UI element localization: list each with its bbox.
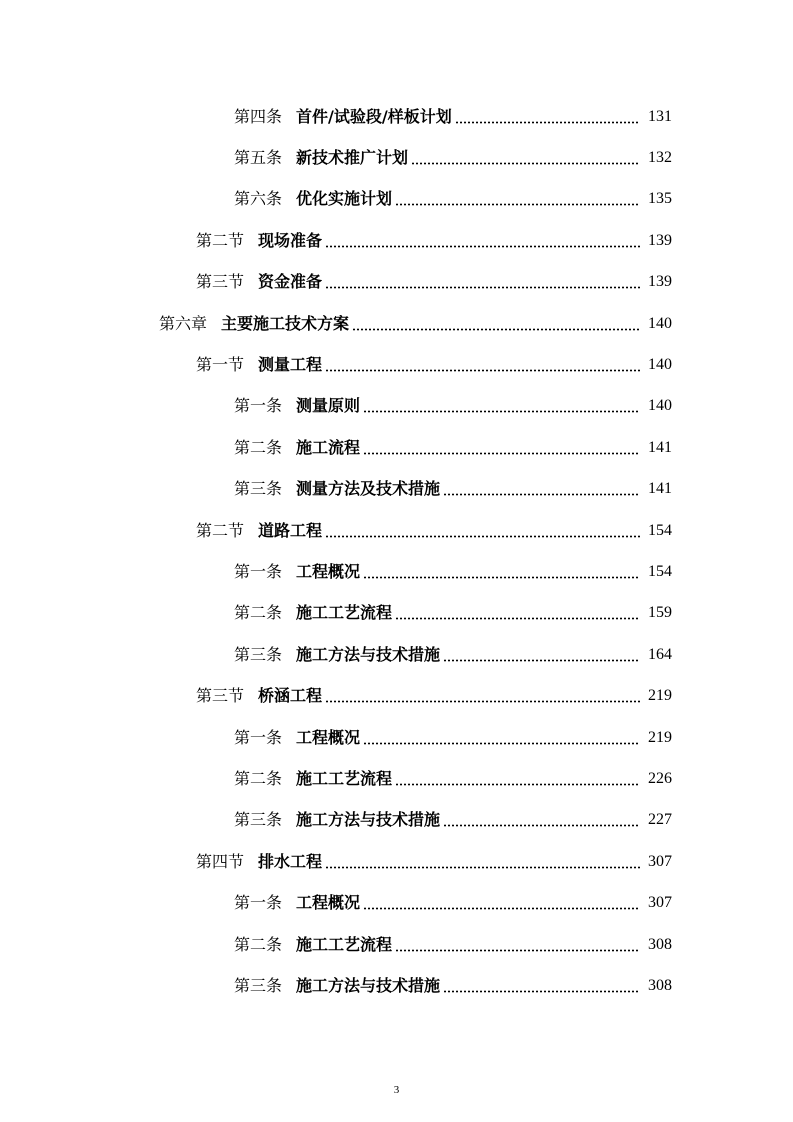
toc-entry-label: 第三条	[234, 479, 283, 499]
toc-entry-page: 132	[648, 149, 672, 167]
toc-entry[interactable]	[0, 96, 793, 137]
toc-entry-title: 新技术推广计划	[296, 148, 409, 168]
toc-entry[interactable]	[0, 551, 793, 592]
dot-leader	[325, 854, 640, 870]
toc-entry[interactable]	[0, 924, 793, 965]
toc-entry-label: 第二节	[196, 520, 245, 540]
toc-entry-label: 第一条	[234, 396, 283, 416]
toc-entry-page: 226	[648, 769, 672, 787]
toc-entry[interactable]	[0, 427, 793, 468]
toc-entry-label: 第二条	[234, 603, 283, 623]
toc-entry-title: 优化实施计划	[296, 189, 393, 209]
toc-entry-title: 测量方法及技术措施	[296, 479, 441, 499]
toc-entry-page: 131	[648, 107, 672, 125]
toc-entry[interactable]	[0, 634, 793, 675]
toc-entry-label: 第二条	[234, 437, 283, 457]
toc-entry-page: 139	[648, 231, 672, 249]
toc-entry[interactable]	[0, 303, 793, 344]
toc-entry[interactable]	[0, 262, 793, 303]
dot-leader	[363, 730, 640, 746]
page-number: 3	[393, 1084, 400, 1096]
dot-leader	[443, 647, 640, 663]
toc-entry-title: 施工工艺流程	[296, 603, 393, 623]
toc-entry-title: 测量工程	[258, 355, 323, 375]
toc-entry-page: 141	[648, 480, 672, 498]
toc-entry-title: 工程概况	[296, 893, 361, 913]
toc-entry-label: 第四条	[234, 106, 283, 126]
toc-entry[interactable]	[0, 717, 793, 758]
toc-entry[interactable]	[0, 469, 793, 510]
toc-entry-title: 现场准备	[258, 230, 323, 250]
dot-leader	[325, 688, 640, 704]
toc-entry-label: 第一条	[234, 727, 283, 747]
toc-entry[interactable]	[0, 841, 793, 882]
toc-entry-title: 施工方法与技术措施	[296, 810, 441, 830]
dot-leader	[443, 481, 640, 497]
toc-entry-label: 第二条	[234, 934, 283, 954]
dot-leader	[443, 978, 640, 994]
dot-leader	[455, 109, 640, 125]
toc-entry-title: 首件/试验段/样板计划	[296, 106, 452, 126]
table-of-contents	[0, 96, 793, 1007]
dot-leader	[363, 564, 640, 580]
dot-leader	[443, 812, 640, 828]
toc-entry-page: 140	[648, 314, 672, 332]
toc-entry-title: 施工方法与技术措施	[296, 644, 441, 664]
dot-leader	[363, 440, 640, 456]
toc-entry-page: 139	[648, 273, 672, 291]
toc-entry-page: 307	[648, 894, 672, 912]
toc-entry-page: 227	[648, 811, 672, 829]
toc-entry-title: 施工流程	[296, 437, 361, 457]
toc-entry-label: 第三节	[196, 272, 245, 292]
toc-entry-title: 资金准备	[258, 272, 323, 292]
toc-entry-page: 141	[648, 438, 672, 456]
toc-entry-page: 140	[648, 397, 672, 415]
toc-entry-page: 219	[648, 687, 672, 705]
dot-leader	[325, 233, 640, 249]
toc-entry-label: 第四节	[196, 851, 245, 871]
toc-entry-title: 道路工程	[258, 520, 323, 540]
toc-entry[interactable]	[0, 882, 793, 923]
toc-entry[interactable]	[0, 510, 793, 551]
dot-leader	[325, 523, 640, 539]
toc-entry-page: 154	[648, 521, 672, 539]
toc-entry-label: 第三节	[196, 686, 245, 706]
toc-entry-label: 第六条	[234, 189, 283, 209]
dot-leader	[395, 605, 640, 621]
toc-entry-title: 施工方法与技术措施	[296, 975, 441, 995]
toc-entry-page: 154	[648, 562, 672, 580]
toc-entry-label: 第三条	[234, 810, 283, 830]
toc-entry[interactable]	[0, 593, 793, 634]
toc-entry-label: 第五条	[234, 148, 283, 168]
toc-entry-title: 施工工艺流程	[296, 934, 393, 954]
toc-entry-title: 工程概况	[296, 727, 361, 747]
dot-leader	[363, 398, 640, 414]
toc-entry-page: 140	[648, 356, 672, 374]
toc-entry[interactable]	[0, 965, 793, 1006]
toc-entry-page: 308	[648, 935, 672, 953]
dot-leader	[395, 771, 640, 787]
toc-entry[interactable]	[0, 386, 793, 427]
toc-entry[interactable]	[0, 758, 793, 799]
dot-leader	[325, 357, 640, 373]
dot-leader	[363, 895, 640, 911]
toc-entry-label: 第三条	[234, 644, 283, 664]
toc-entry[interactable]	[0, 137, 793, 178]
toc-entry[interactable]	[0, 675, 793, 716]
toc-entry-title: 工程概况	[296, 561, 361, 581]
toc-entry-label: 第二节	[196, 230, 245, 250]
toc-entry-title: 主要施工技术方案	[221, 313, 350, 333]
toc-entry-title: 桥涵工程	[258, 686, 323, 706]
toc-entry-title: 施工工艺流程	[296, 768, 393, 788]
toc-entry-title: 测量原则	[296, 396, 361, 416]
toc-entry[interactable]	[0, 344, 793, 385]
toc-entry-label: 第一条	[234, 561, 283, 581]
toc-entry-page: 159	[648, 604, 672, 622]
toc-entry-page: 308	[648, 976, 672, 994]
toc-entry-label: 第一节	[196, 355, 245, 375]
dot-leader	[395, 191, 640, 207]
toc-entry-page: 164	[648, 645, 672, 663]
dot-leader	[395, 937, 640, 953]
toc-entry-page: 135	[648, 190, 672, 208]
dot-leader	[325, 274, 640, 290]
toc-entry[interactable]	[0, 179, 793, 220]
toc-entry-label: 第二条	[234, 768, 283, 788]
toc-entry[interactable]	[0, 800, 793, 841]
toc-entry-page: 219	[648, 728, 672, 746]
dot-leader	[352, 316, 640, 332]
toc-entry-label: 第三条	[234, 975, 283, 995]
toc-entry-page: 307	[648, 852, 672, 870]
toc-entry[interactable]	[0, 220, 793, 261]
toc-entry-title: 排水工程	[258, 851, 323, 871]
toc-entry-label: 第六章	[159, 313, 208, 333]
dot-leader	[411, 150, 640, 166]
toc-entry-label: 第一条	[234, 893, 283, 913]
